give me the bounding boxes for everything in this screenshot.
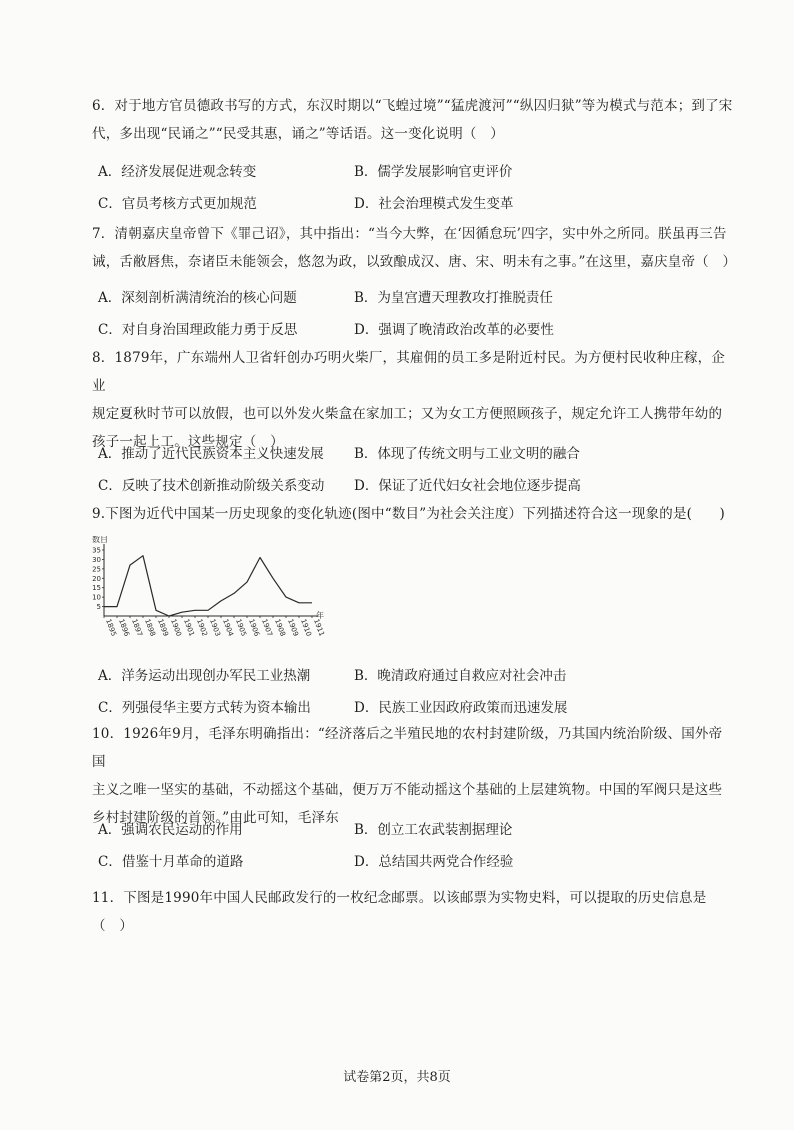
- q9-option-a[interactable]: A．洋务运动出现创办军民工业热潮: [98, 668, 311, 684]
- q8-option-b[interactable]: B．体现了传统文明与工业文明的融合: [354, 446, 580, 462]
- q7-option-d[interactable]: D．强调了晚清政治改革的必要性: [354, 322, 554, 338]
- y-axis-label: 数目: [92, 536, 108, 544]
- chart-svg: [90, 536, 330, 646]
- q6-option-a[interactable]: A．经济发展促进观念转变: [98, 164, 257, 180]
- x-tick-label: 1905: [234, 617, 248, 638]
- x-tick-label: 1902: [195, 617, 209, 638]
- q6-option-c[interactable]: C．官员考核方式更加规范: [98, 196, 257, 212]
- question-6-line-2: 代，多出现“民诵之”“民受其惠，诵之”等话语。这一变化说明（ ）: [92, 126, 505, 142]
- x-tick-label: 1907: [260, 617, 274, 638]
- page-footer: 试卷第2页，共8页: [343, 1070, 451, 1085]
- y-tick-label: 35: [92, 546, 101, 555]
- x-tick-label: 1900: [169, 617, 183, 638]
- x-tick-label: 1904: [221, 617, 235, 638]
- question-9: [92, 500, 734, 528]
- question-11-line-1: 11．下图是1990年中国人民邮政发行的一枚纪念邮票。以该邮票为实物史料，可以提取的历史信息是（ ）: [92, 890, 707, 934]
- x-tick-label: 1906: [247, 617, 261, 638]
- q7-option-a[interactable]: A．深刻剖析满清统治的核心问题: [98, 290, 297, 306]
- q10-option-b[interactable]: B．创立工农武装割据理论: [354, 822, 513, 838]
- attention-line-chart: [90, 536, 330, 646]
- question-10-line-2: 主义之唯一坚实的基础，不动摇这个基础，便万万不能动摇这个基础的上层建筑物。中国的军阀只是这些: [92, 782, 723, 798]
- q8-option-a[interactable]: A．推动了近代民族资本主义快速发展: [98, 446, 324, 462]
- q8-option-c[interactable]: C．反映了技术创新推动阶级关系变动: [98, 478, 325, 494]
- question-11: [92, 884, 734, 940]
- x-axis-label: 年: [316, 611, 324, 620]
- q9-option-b[interactable]: B．晚清政府通过自救应对社会冲击: [354, 668, 567, 684]
- q10-option-d[interactable]: D．总结国共两党合作经验: [354, 854, 514, 870]
- x-tick-label: 1899: [156, 617, 170, 638]
- question-6-line-1: 6．对于地方官员德政书写的方式，东汉时期以“飞蝗过境”“猛虎渡河”“纵囚归狱”等为模式与范本；到了宋: [92, 98, 733, 114]
- question-7-line-2: 诫，舌敝唇焦，奈诸臣未能领会，悠忽为政，以致酿成汉、唐、宋、明未有之事。”在这里，嘉庆皇帝（ ）: [92, 254, 737, 270]
- y-tick-label: 15: [92, 584, 101, 593]
- q6-option-b[interactable]: B．儒学发展影响官吏评价: [354, 164, 513, 180]
- question-8-options: [98, 438, 734, 502]
- question-6-options: [98, 156, 734, 220]
- q9-option-d[interactable]: D．民族工业因政府政策而迅速发展: [354, 700, 568, 716]
- question-8-line-3: 孩子一起上工。这些规定（ ）: [92, 434, 284, 450]
- x-tick-label: 1895: [104, 617, 118, 638]
- series-line: [104, 556, 312, 616]
- q8-option-d[interactable]: D．保证了近代妇女社会地位逐步提高: [354, 478, 581, 494]
- q9-option-c[interactable]: C．列强侵华主要方式转为资本输出: [98, 700, 311, 716]
- question-10-line-3: 乡村封建阶级的首领。”由此可知，毛泽东: [92, 810, 339, 826]
- question-10-line-1: 10．1926年9月，毛泽东明确指出：“经济落后之半殖民地的农村封建阶级，乃其国内统治阶级、国外帝国: [92, 726, 723, 770]
- q7-option-c[interactable]: C．对自身治国理政能力勇于反思: [98, 322, 298, 338]
- question-7-line-1: 7．清朝嘉庆皇帝曾下《罪己诏》，其中指出：“当今大弊，在‘因循怠玩’四字，实中外之所同。朕虽再三告: [92, 226, 727, 242]
- y-tick-label: 5: [96, 603, 101, 612]
- q10-option-c[interactable]: C．借鉴十月革命的道路: [98, 854, 244, 870]
- question-6: [92, 92, 734, 148]
- x-tick-label: 1903: [208, 617, 222, 638]
- question-10-options: [98, 814, 734, 878]
- x-tick-label: 1901: [182, 617, 196, 638]
- y-tick-label: 10: [92, 593, 101, 602]
- question-7-options: [98, 282, 734, 346]
- q10-option-a[interactable]: A．强调农民运动的作用: [98, 822, 243, 838]
- x-tick-label: 1908: [273, 617, 287, 638]
- question-8-line-1: 8．1879年，广东端州人卫省轩创办巧明火柴厂，其雇佣的员工多是附近村民。为方便村民收种庄稼，企业: [92, 350, 726, 394]
- question-9-line-1: 9.下图为近代中国某一历史现象的变化轨迹(图中“数目”为社会关注度）下列描述符合这一现象的是( ): [92, 506, 725, 522]
- x-tick-label: 1897: [130, 617, 144, 638]
- x-tick-label: 1910: [299, 617, 313, 638]
- y-tick-label: 30: [92, 555, 101, 564]
- x-tick-label: 1896: [117, 617, 131, 638]
- x-tick-label: 1898: [143, 617, 157, 638]
- y-tick-label: 20: [92, 574, 101, 583]
- question-7: [92, 220, 737, 276]
- x-tick-label: 1909: [286, 617, 300, 638]
- question-9-options: [98, 660, 734, 724]
- chart-layer: [92, 536, 326, 638]
- q6-option-d[interactable]: D．社会治理模式发生变革: [354, 196, 514, 212]
- y-tick-label: 25: [92, 565, 101, 574]
- x-tick-label: 1911: [312, 617, 326, 638]
- question-8-line-2: 规定夏秋时节可以放假，也可以外发火柴盒在家加工；又为女工方便照顾孩子，规定允许工人携带年幼的: [92, 406, 723, 422]
- q7-option-b[interactable]: B．为皇宫遭天理教攻打推脱责任: [354, 290, 553, 306]
